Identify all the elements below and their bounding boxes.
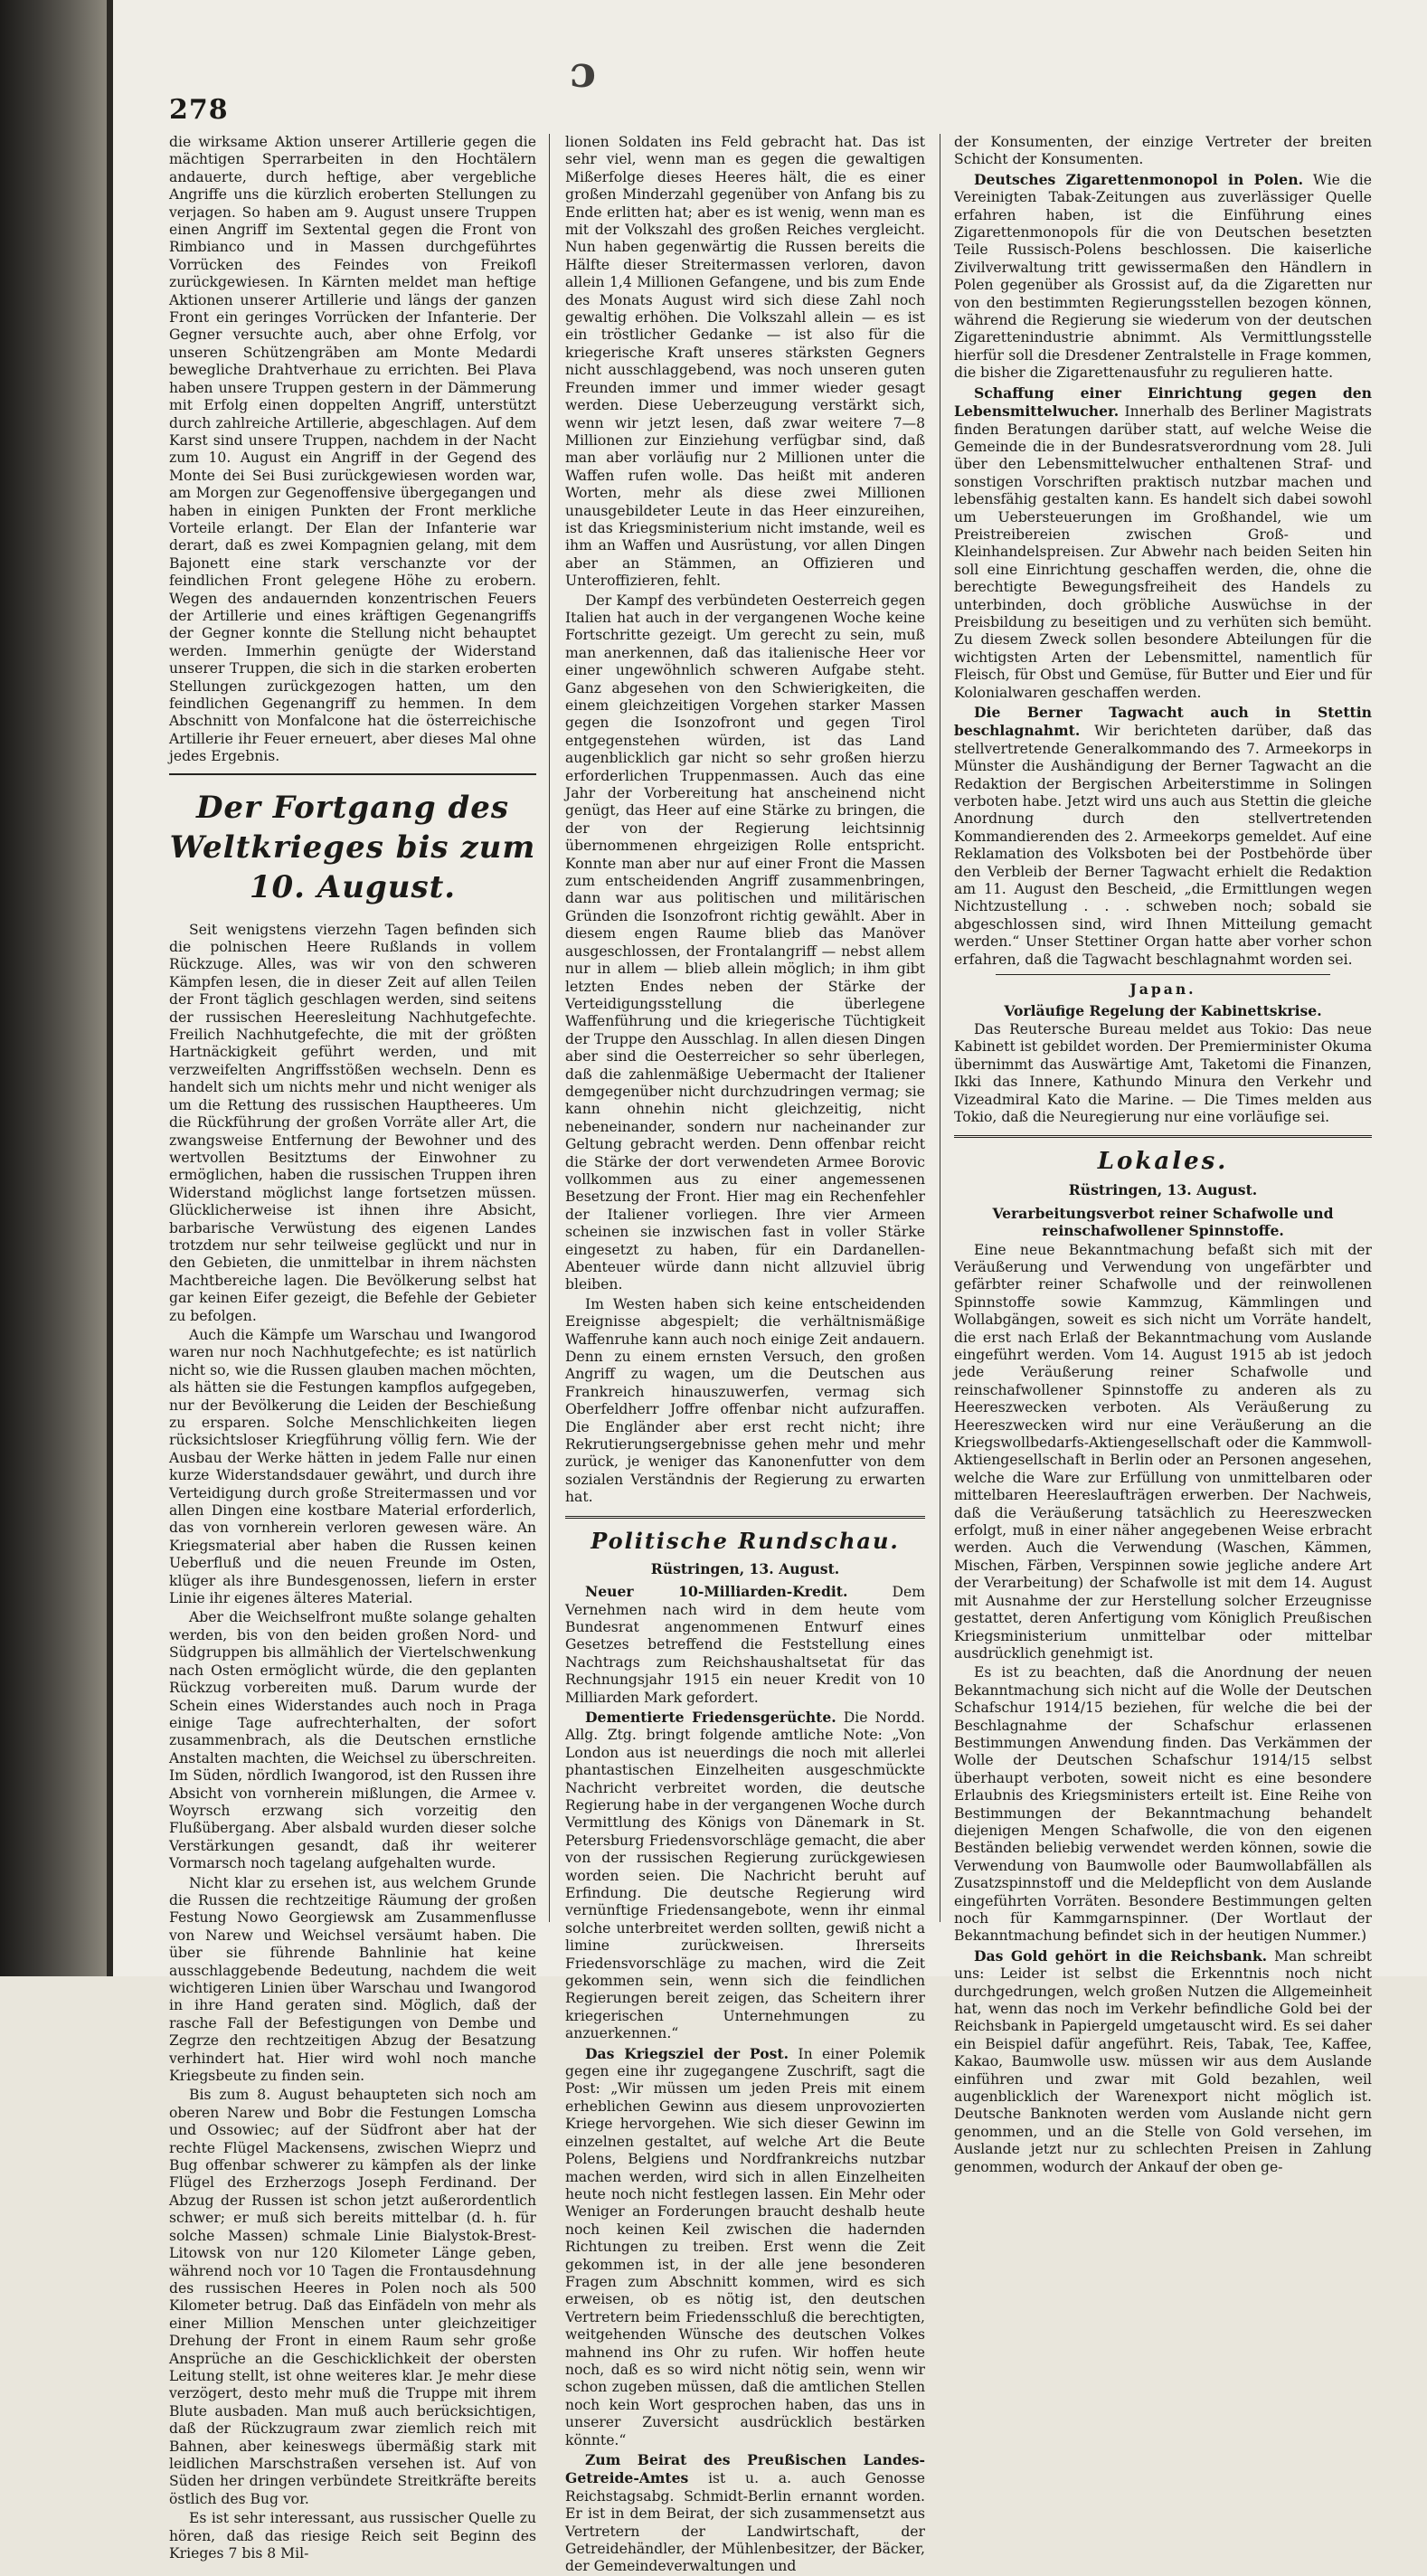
column-2: [565, 134, 925, 2575]
news-item: [565, 2451, 925, 2576]
news-headline: Dementierte Friedensgerüchte.: [585, 1708, 836, 1726]
news-headline: Neuer 10-Milliarden-Kredit.: [585, 1583, 848, 1601]
separator-rule: [996, 974, 1330, 975]
subheading: Vorläufige Regelung der Kabinettskrise.: [1004, 1001, 1322, 1019]
column-1: [169, 134, 536, 2562]
article-paragraph: Es ist zu beachten, daß die Anordnung der neuen Bekanntmachung sich nicht auf die Wolle der Deutschen Schafschur 1914/15 beziehen, für welche die bei der Beschlagnahme der Schafschur erlassenen Bestimmungen Anwendung finden. Das Verkämmen der Wolle der Deutschen Schafschur 1914/15 selbst überhaupt verboten, soweit nicht es eine besondere Erlaubnis des Kriegsministers erteilt ist. Eine Reihe von Bestimmungen der Bekanntmachung behandelt diejenigen Mengen Schafwolle, die von den eigenen Beständen beliebig verwendet werden können, sowie die Verwendung von Baumwolle oder Baumwollabfällen als Zusatzspinnstoff und die Meldepflicht von dem Auslande eingeführten Vorräten. Besondere Bestimmungen gelten noch für Kammgarnspinner. (Der Wortlaut der Bekanntmachung befindet sich in der heutigen Nummer.): [954, 1664, 1372, 1945]
column-3: [954, 134, 1372, 2175]
news-item: [954, 1947, 1372, 2176]
dateline: Rüstringen, 13. August.: [650, 1559, 840, 1577]
news-text: In einer Polemik gegen eine ihr zugegangene Zuschrift, sagt die Post: „Wir müssen um jeden Preis mit einem erheblichen Gewinn aus diesem unprovozierten Kriege hervorgehen. Wie sich dieser Gewinn im einzelnen gestaltet, auf welche Art die Beute Polens, Belgiens und Nordfrankreichs nutzbar machen werden, wird sich in allen Einzelheiten heute noch nicht festlegen lassen. Ein Mehr oder Weniger an Forderungen braucht deshalb heute noch keinen Keil zwischen die hadernden Richtungen zu treiben. Erst wenn die Zeit gekommen ist, in der alle jene besonderen Fragen zum Abschnitt kommen, wird es sich erweisen, ob es nötig ist, den deutschen Vertretern beim Friedensschluß die berechtigten, weitgehenden Wünsche des deutschen Volkes mahnend ins Ohr zu rufen. Wir hoffen heute noch, daß es so wird nicht nötig sein, wenn wir schon zugeben müssen, daß die amtlichen Stellen noch kein Wort gesprochen haben, das uns in unserer Zuversicht ausdrücklich bestärken könnte.“: [565, 2045, 925, 2448]
binding-edge: [107, 0, 113, 1976]
article-paragraph: Im Westen haben sich keine entscheidenden Ereignisse abgespielt; die verhältnismäßige Waffenruhe kann auch noch einige Zeit andauern. Denn zu einem ernsten Versuch, den großen Angriff zu wagen, um die Deutschen aus Frankreich hinauszuwerfen, vermag sich Oberfeldherr Joffre offenbar nicht aufzuraffen. Die Engländer aber erst recht nicht; ihre Rekrutierungsergebnisse gehen mehr und mehr zurück, je weniger das Kanonenfutter von dem sozialen Verständnis der Regierung zu erwarten hat.: [565, 1295, 925, 1506]
article-paragraph: die wirksame Aktion unserer Artillerie gegen die mächtigen Sperrarbeiten in den Hochtälern andauerte, durch heftige, aber vergebliche Angriffe uns die kürzlich eroberten Stellungen zu verjagen. So haben am 9. August unsere Truppen einen Angriff im Sextental gegen die Front von Rimbianco und in Massen durchgeführtes Vorrücken des Feindes von Freikofl zurückgewiesen. In Kärnten meldet man heftige Aktionen unserer Artillerie und längs der ganzen Front ein geringes Vorrücken der Infanterie. Der Gegner versuchte auch, aber ohne Erfolg, vor unseren Schützengräben am Monte Medardi bewegliche Drahtverhaue zu errichten. Bei Plava haben unsere Truppen gestern in der Dämmerung mit Erfolg einen doppelten Angriff, unterstützt durch zahlreiche Artillerie, abgeschlagen. Auf dem Karst sind unsere Truppen, nachdem in der Nacht zum 10. August ein Angriff in der Gegend des Monte dei Sei Busi zurückgewiesen worden war, am Morgen zur Gegenoffensive übergegangen und haben in einigen Punkten der Front merkliche Vorteile erlangt. Der Elan der Infanterie war derart, daß es zwei Kompagnien gelang, mit dem Bajonett eine stark verschanzte vor der feindlichen Front gelegene Höhe zu erobern. Wegen des andauernden konzentrischen Feuers der Artillerie und eines kräftigen Gegenangriffs der Gegner konnte die Stellung nicht behauptet werden. Immerhin genügte der Widerstand unserer Truppen, die sich in die starken eroberten Stellungen zurückgezogen hatten, um den feindlichen Gegenangriff zu hemmen. In dem Abschnitt von Monfalcone hat die österreichische Artillerie ihr Feuer erneuert, aber dieses Mal ohne jedes Ergebnis.: [169, 134, 536, 765]
article-paragraph: Das Reutersche Bureau meldet aus Tokio: Das neue Kabinett ist gebildet worden. Der Premierminister Okuma übernimmt das Auswärtige Amt, Taketomi die Finanzen, Ikki das Innere, Kathundo Minura den Verkehr und Vizeadmiral Kato die Marine. — Die Times melden aus Tokio, daß die Neuregierung nur eine vorläufige sei.: [954, 1020, 1372, 1125]
news-text: Innerhalb des Berliner Magistrats finden Beratungen darüber statt, auf welche Weise die Gemeinde die in der Bundesratsverordnung vom 28. Juli über den Lebensmittelwucher enthaltenen Straf- und sonstigen Vorschriften praktisch nutzbar machen und lebensfähig gestalten kann. Es handelt sich dabei sowohl um Uebersteuerungen im Großhandel, wie um Preistreibereien zwischen Groß- und Kleinhandelspreisen. Zur Abwehr nach beiden Seiten hin soll eine Einrichtung geschaffen werden, die, ohne die berechtigte Bewegungsfreiheit des Handels zu unterbinden, doch gröbliche Auswüchse in der Preisbildung zu beseitigen und zu verhüten sich bemüht. Zu diesem Zweck sollen besondere Abteilungen für die wichtigsten Arten der Lebensmittel, namentlich für Fleisch, für Obst und Gemüse, für Butter und Eier und für Kolonialwaren geschaffen werden.: [954, 403, 1372, 701]
news-item: [565, 2045, 925, 2449]
separator-rule: [954, 1135, 1372, 1138]
page-number: 278: [169, 94, 229, 126]
news-item: [565, 1583, 925, 1707]
news-text: ist u. a. auch Genosse Reichstagsabg. Schmidt-Berlin ernannt worden. Er ist in dem Beirat, der sich zusammensetzt aus Vertretern der Landwirtschaft, der Getreidehändler, der Mühlenbesitzer, der Bäcker, der Gemeindeverwaltungen und: [565, 2470, 925, 2575]
article-paragraph: Auch die Kämpfe um Warschau und Iwangorod waren nur noch Nachhutgefechte; es ist natürlich nicht so, wie die Russen glauben machen möchten, als hätten sie die Festungen kampflos aufgegeben, nur der Bevölkerung die Leiden der Beschießung zu ersparen. Solche Menschlichkeiten liegen rücksichtsloser Kriegführung völlig fern. Wie der Ausbau der Werke hätten in jedem Falle nur einen kurze Widerstandsdauer gewährt, und durch ihre Verteidigung durch große Streitermassen und vor allen Dingen eine kostbare Material erforderlich, das von vornherein verloren gewesen wäre. An Kriegsmaterial aber haben die Russen keinen Ueberfluß und die neuen Freunde im Osten, klüger als ihre Bundesgenossen, liefern in erster Linie ihr eigenes älteres Material.: [169, 1326, 536, 1607]
news-headline: Zum Beirat des Preußischen Landes-Getreide-Amtes: [565, 2451, 925, 2487]
country-heading: Japan.: [1129, 980, 1196, 999]
news-text: Dem Vernehmen nach wird in dem heute vom Bundesrat angenommenen Entwurf eines Gesetzes betreffend die Feststellung eines Nachtrags zum Reichshaushaltsetat für das Rechnungsjahr 1915 ein neuer Kredit von 10 Milliarden Mark gefordert.: [565, 1584, 925, 1706]
section-title: Politische Rundschau.: [591, 1527, 900, 1554]
news-text: Die Nordd. Allg. Ztg. bringt folgende amtliche Note: „Von London aus ist neuerdings die noch mit allerlei phantastischen Einzelheiten ausgeschmückte Nachricht verbreitet worden, die deutsche Regierung habe in der vergangenen Woche durch Vermittlung des Königs von Dänemark in St. Petersburg Friedensvorschläge gemacht, die aber von der russischen Regierung zurückgewiesen worden seien. Die Nachricht beruht auf Erfindung. Die deutsche Regierung wird vernünftige Friedensangebote, wenn ihr einmal solche unterbreitet werden sollten, gewiß nicht a limine zurückweisen. Ihrerseits Friedensvorschläge zu machen, wird die Zeit gekommen sein, wenn sich die feindlichen Regierungen bereit zeigen, das Scheitern ihrer kriegerischen Unternehmungen zu anzuerkennen.“: [565, 1709, 925, 2042]
article-paragraph: Eine neue Bekanntmachung befaßt sich mit der Veräußerung und Verwendung von ungefärbter und gefärbter reiner Schafwolle und der reinwollenen Spinnstoffe sowie Kammzug, Kämmlingen und Wollabgängen, soweit es sich nicht um Vorräte handelt, die erst nach Erlaß der Bekanntmachung vom Auslande eingeführt werden. Vom 14. August 1915 ab ist jedoch jede Veräußerung reiner Schafwolle und reinschafwollener Spinnstoffe zu anderen als zu Heereszwecken verboten. Als Veräußerung zu Heereszwecken wird nur eine Veräußerung an die Kriegswollbedarfs-Aktiengesellschaft oder die Kammwoll-Aktiengesellschaft in Berlin oder an Personen angesehen, welche die Ware zur Erfüllung von unmittelbaren oder mittelbaren Heereslaufträgen erwerben. Der Nachweis, daß die Veräußerung tatsächlich zu Heereszwecken erfolgt, muß in einer näher angegebenen Weise erbracht werden. Auch die Verwendung (Waschen, Kämmen, Mischen, Färben, Verspinnen sowie jegliche andere Art der Verarbeitung) der Schafwolle ist mit dem 14. August mit Ausnahme der zur Herstellung solcher Erzeugnisse gestattet, deren Anfertigung vom Königlich Preußischen Kriegsministerium unmittelbar oder mittelbar ausdrücklich genehmigt ist.: [954, 1241, 1372, 1662]
article-paragraph: Bis zum 8. August behaupteten sich noch am oberen Narew und Bobr die Festungen Lomscha und Ossowiec; auf der Südfront aber hat der rechte Flügel Mackensens, zwischen Wieprz und Bug offenbar schwerer zu kämpfen als der linke Flügel des Erzherzogs Joseph Ferdinand. Der Abzug der Russen ist schon jetzt außerordentlich schwer; er muß sich bereits mittelbar (d. h. für solche Massen) schmale Linie Bialystok-Brest-Litowsk von nur 120 Kilometer Länge geben, während noch vor 10 Tagen die Frontausdehnung des russischen Heeres in Polen noch als 500 Kilometer betrug. Daß das Einfädeln von mehr als einer Million Menschen unter gleichzeitiger Drehung der Front in einem Raum sehr große Ansprüche an die Geschicklichkeit der obersten Leitung stellt, ist ohne weiteres klar. Je mehr diese verzögert, desto mehr muß die Truppe mit ihrem Blute ausbaden. Man muß auch berücksichtigen, daß der Rückzugraum zwar ziemlich reich mit Bahnen, aber keineswegs übermäßig stark mit leidlichen Marschstraßen versehen ist. Auf von Süden her dringen verbündete Streitkräfte bereits östlich des Bug vor.: [169, 2087, 536, 2507]
news-item: [954, 384, 1372, 702]
article-paragraph: der Konsumenten, der einzige Vertreter der breiten Schicht der Konsumenten.: [954, 134, 1372, 168]
news-item: [954, 171, 1372, 383]
news-headline: Das Gold gehört in die Reichsbank.: [974, 1946, 1268, 1965]
column-rule: [549, 134, 550, 1922]
article-paragraph: Es ist sehr interessant, aus russischer Quelle zu hören, daß das riesige Reich seit Beginn des Krieges 7 bis 8 Mil-: [169, 2510, 536, 2562]
article-paragraph: Seit wenigstens vierzehn Tagen befinden sich die polnischen Heere Rußlands in vollem Rückzuge. Alles, was wir von den schweren Kämpfen lesen, die in dieser Zeit auf allen Teilen der Front täglich geschlagen werden, sind seitens der russischen Heeresleitung Nachhutgefechte. Freilich Nachhutgefechte, die mit der größten Hartnäckigkeit geführt werden, und mit verzweifelten Angriffsstößen wechseln. Denn es handelt sich um nichts mehr und nicht weniger als um die Rettung des russischen Hauptheeres. Um die Rückführung der großen Vorräte aller Art, die zwangsweise Entfernung der Bewohner und des wertvollen Besitztums der Einwohner zu ermöglichen, haben die russischen Truppen ihren Widerstand möglichst lange fortsetzen müssen. Glücklicherweise ist ihnen ihre Absicht, barbarische Verwüstung des eigenen Landes trotzdem nur sehr teilweise geglückt und nur in den Gebieten, die unmittelbar in ihrem nächsten Machtbereiche lagen. Die Bevölkerung selbst hat gar keinen Eifer gezeigt, die Befehle der Gebieter zu befolgen.: [169, 921, 536, 1324]
news-text: Man schreibt uns: Leider ist selbst die Erkenntnis noch nicht durchgedrungen, welch großen Nutzen die Allgemeinheit hat, wenn das noch im Verkehr befindliche Gold bei der Reichsbank in Papiergeld umgetauscht wird. Es sei daher ein Beispiel dafür angeführt. Reis, Tabak, Tee, Kaffee, Kakao, Baumwolle usw. müssen wir aus dem Auslande einführen und zwar mit Gold bezahlen, weil augenblicklich der Warenexport nicht möglich ist. Deutsche Banknoten werden vom Auslande nicht gern genommen, und an die Stelle von Gold versehen, im Auslande jetzt nur zu schlechten Preisen in Zahlung genommen, wodurch der Ankauf der oben ge-: [954, 1947, 1372, 2175]
news-text: Wie die Vereinigten Tabak-Zeitungen aus zuverlässiger Quelle erfahren haben, ist die Einführung eines Zigarettenmonopols für die von Deutschen besetzten Teile Russisch-Polens beschlossen. Die kaiserliche Zivilverwaltung tritt gewissermaßen den Händlern in Polen gegenüber als Grossist auf, da die Zigaretten nur von den bestimmten Regierungsstellen bezogen können, während die Regierung sie wiederum von der deutschen Zigarettenindustrie abnimmt. Als Vermittlungsstelle hierfür soll die Dresdener Zentralstelle in Frage kommen, die bisher die Zigarettenausfuhr zu regulieren hatte.: [954, 171, 1372, 382]
article-paragraph: Der Kampf des verbündeten Oesterreich gegen Italien hat auch in der vergangenen Woche keine Fortschritte gezeigt. Um gerecht zu sein, muß man anerkennen, daß das italienische Heer vor einer ungewöhnlich schweren Aufgabe steht. Ganz abgesehen von den Schwierigkeiten, die einem gleichzeitigen Vorgehen starker Massen gegen die Isonzofront und gegen Tirol entgegenstehen würden, ist das Land augenblicklich gar nicht so sehr großen hierzu erforderlichen Truppenmassen. Auch das eine Jahr der Vorbereitung hat anscheinend nicht genügt, das Heer auf eine Stärke zu bringen, die der von der Regierung leichtsinnig übernommenen ehrgeizigen Rolle entspricht. Konnte man aber nur auf einer Front die Massen zum entscheidenden Angriff zusammenbringen, dann war aus politischen und militärischen Gründen die Isonzofront richtig gewählt. Aber in diesem engen Raume blieb das Manöver ausgeschlossen, der Frontalangriff — nebst allem nur in allem — blieb allein möglich; in ihm gibt letzten Endes neben der Stärke der Verteidigungsstellung die überlegene Waffenführung und die kriegerische Tüchtigkeit der Truppe den Ausschlag. In allen diesen Dingen aber sind die Oesterreicher so sehr überlegen, daß die zahlenmäßige Uebermacht der Italiener demgegenüber nicht durchzudringen vermag; sie kann ohnehin nicht gleichzeitig, nicht nebeneinander, sondern nur nacheinander zur Geltung gebracht werden. Denn offenbar reicht die Stärke der dort verwendeten Armee Borovic vollkommen aus zu einer angemessenen Besetzung der Front. Hier mag ein Rechenfehler der Italiener vorliegen. Ihre vier Armeen scheinen sie inzwischen fast in voller Stärke eingesetzt zu haben, für ein Dardanellen-Abenteuer würde dann nicht allzuviel übrig bleiben.: [565, 592, 925, 1293]
article-paragraph: Aber die Weichselfront mußte solange gehalten werden, bis von den beiden großen Nord- und Südgruppen bis allmählich der Viertelschwenkung nach Osten ermöglicht würde, die den geplanten Rückzug vorbereiten muß. Darum wurde der Schein eines Widerstandes auch noch in Praga einige Tage aufrechterhalten, der sofort zusammenbrach, als die Deutschen ernstliche Anstalten machten, die Weichsel zu überschreiten. Im Süden, nördlich Iwangorod, ist den Russen ihre Absicht von vornherein mißlungen, die Armee v. Woyrsch erzwang sich vorzeitig den Flußübergang. Aber alsbald wurden dieser solche Verstärkungen gesandt, daß ihr weiterer Vormarsch noch tagelang aufgehalten wurde.: [169, 1609, 536, 1872]
handwritten-mark: ɔ: [570, 47, 597, 98]
newspaper-page: [113, 0, 1427, 2575]
separator-rule: [169, 773, 536, 775]
news-item: [565, 1709, 925, 2043]
dateline: Rüstringen, 13. August.: [1068, 1181, 1258, 1199]
article-title: Der Fortgang des Weltkrieges bis zum 10. August.: [169, 789, 536, 905]
news-headline: Deutsches Zigarettenmonopol in Polen.: [974, 170, 1303, 188]
news-headline: Die Berner Tagwacht auch in Stettin beschlagnahmt.: [954, 704, 1372, 740]
news-headline: Das Kriegsziel der Post.: [585, 2044, 789, 2062]
book-binding-gutter: [0, 0, 107, 1976]
news-text: Wir berichteten darüber, daß das stellvertretende Generalkommando des 7. Armeekorps in Münster die Aushändigung der Berner Tagwacht an die Redaktion der Bergischen Arbeiterstimme in Solingen verboten habe. Jetzt wird uns auch aus Stettin die gleiche Anordnung durch den stellvertretenden Kommandierenden des 2. Armeekorps gemeldet. Auf eine Reklamation des Volksboten bei der Postbehörde über den Verbleib der Berner Tagwacht erhielt die Redaktion am 11. August den Bescheid, „die Ermittlungen wegen Nichtzustellung . . . schweben noch; sobald sie abgeschlossen sind, wird Ihnen Mitteilung gemacht werden.“ Unser Stettiner Organ hatte aber vorher schon erfahren, daß die Tagwacht beschlagnahmt worden sei.: [954, 723, 1372, 968]
news-headline: Verarbeitungsverbot reiner Schafwolle und reinschafwollener Spinnstoffe.: [992, 1204, 1334, 1240]
separator-rule: [565, 1516, 925, 1519]
news-headline: Schaffung einer Einrichtung gegen den Lebensmittelwucher.: [954, 384, 1372, 421]
section-title: Lokales.: [1097, 1148, 1229, 1176]
article-paragraph: lionen Soldaten ins Feld gebracht hat. Das ist sehr viel, wenn man es gegen die gewaltigen Mißerfolge dieses Heeres hält, die es einer großen Minderzahl gegenüber von Anfang bis zu Ende erlitten hat; aber es ist wenig, wenn man es mit der Volkszahl des großen Reiches vergleicht. Nun haben gegenwärtig die Russen bereits die Hälfte dieser Streitermassen verloren, davon allein 1,4 Millionen Gefangene, und bis zum Ende des Monats August wird sich diese Zahl noch gewaltig erhöhen. Die Volkszahl allein — es ist ein tröstlicher Gedanke — ist also für die kriegerische Kraft unseres stärksten Gegners nicht ausschlaggebend, was noch unseren guten Freunden immer und immer wieder gesagt werden. Diese Ueberzeugung verstärkt sich, wenn wir jetzt lesen, daß zwar weitere 7—8 Millionen zur Einziehung verfügbar sind, daß man aber vorläufig nur 2 Millionen unter die Waffen rufen wolle. Das heißt mit anderen Worten, mehr als diese zwei Millionen unausgebildeter Leute in das Heer einzureihen, ist das Kriegsministerium nicht imstande, weil es ihm an Waffen und Ausrüstung, vor allen Dingen aber an Stämmen, an Offizieren und Unteroffizieren, fehlt.: [565, 134, 925, 590]
article-paragraph: Nicht klar zu ersehen ist, aus welchem Grunde die Russen die rechtzeitige Räumung der großen Festung Nowo Georgiewsk am Zusammenflusse von Narew und Weichsel versäumt haben. Die über sie führende Bahnlinie hat keine ausschlaggebende Bedeutung, nachdem die weit wichtigeren Linien über Warschau und Iwangorod in ihre Hand geraten sind. Möglich, daß der rasche Fall der Befestigungen von Dembe und Zegrze den rechtzeitigen Abzug der Besatzung verhindert hat. Hier wird wohl noch manche Kriegsbeute zu finden sein.: [169, 1874, 536, 2085]
news-item: [954, 704, 1372, 969]
